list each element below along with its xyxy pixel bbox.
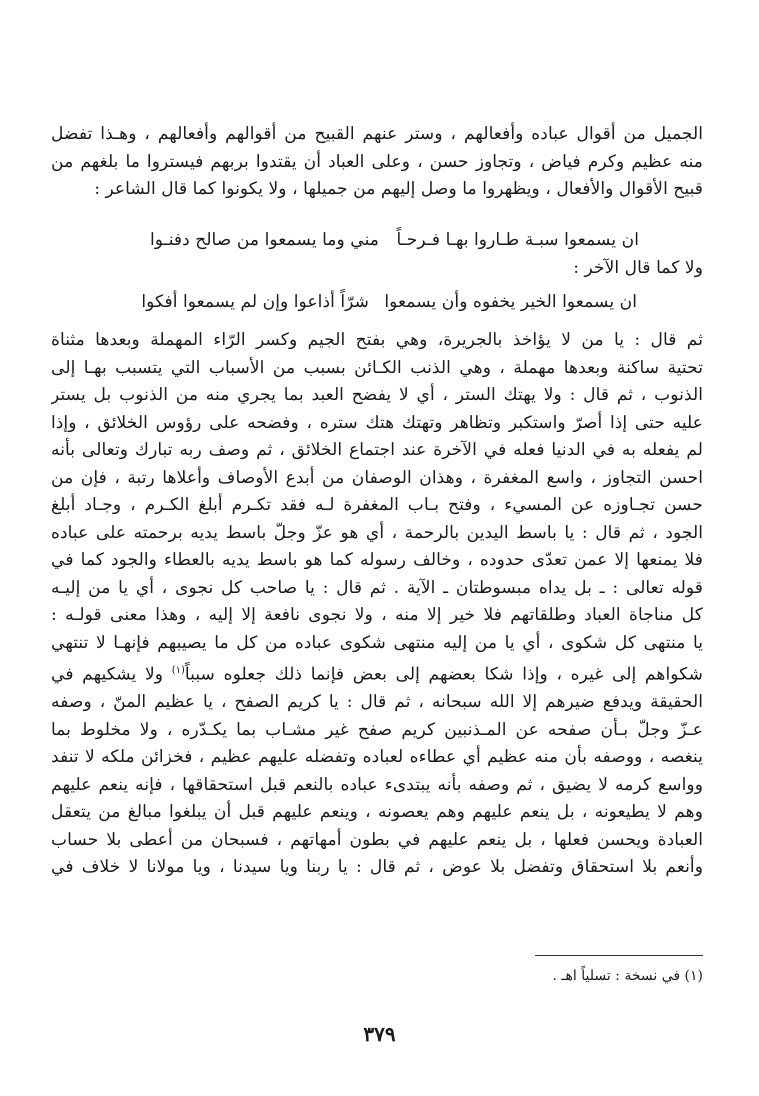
verse2-intro: ولا كما قال الآخر :: [573, 258, 703, 278]
text-line: الجميل من أقوال عباده وأفعالهم ، وستر عنهم القبيح من أقوالهم وأفعالهم ، وهـذا تفضل: [51, 124, 703, 144]
main-paragraph: [51, 327, 703, 882]
text-line: احسن التجاوز ، واسع المغفرة ، وهذان الوصفان من أبدع الأوصاف وأعلاها رتبة ، فإن من: [51, 467, 703, 488]
text-line: العبادة ويحسن فعلها ، بل ينعم عليهم في بطون أمهاتهم ، فسبحان من أعطى بلا حساب: [51, 829, 703, 850]
text-line: منه عظيم وكرم فياض ، وتجاوز حسن ، وعلى العباد أن يقتدوا بربهم فيستروا ما بلغهم من: [51, 151, 703, 172]
page-number: ٣٧٩: [363, 1022, 396, 1046]
text-line: حسن تجـاوزه عن المسيء ، وفتح بـاب المغفرة لـه فقد تكـرم أبلغ الكـرم ، وجـاد أبلغ: [51, 495, 703, 515]
text-line: الحقيقة ويدفع ضيرهم إلا الله سبحانه ، ثم قال : يا كريم الصفح ، يا عظيم المنّ ، وصفه: [51, 692, 703, 713]
text-line: ثم قال : يا من لا يؤاخذ بالجريرة، وهي بفتح الجيم وكسر الرّاء المهملة وبعدها مثناة: [51, 330, 703, 350]
footnote: (١) في نسخة : تسلياً اهـ .: [552, 968, 703, 984]
verse2-first-hemistich: ان يسمعوا الخير يخفوه وأن يسمعوا: [384, 292, 637, 312]
text-line: ينغصه ، ووصفه بأن منه عظيم أي عطاءه لعباده وتفضله عليهم عظيم ، فخزائن ملكه لا تنفد: [51, 747, 703, 768]
text-line: قوله تعالى : ـ بل يداه مبسوطتان ـ الآية . ثم قال : يا صاحب كل نجوى ، أي يا من إليـه: [51, 577, 703, 598]
text-line: الذنوب ، ثم قال : ولا يهتك الستر ، أي لا يفضح العبد بما يجري منه من الذنوب بل يستر: [51, 385, 703, 405]
text-line: وواسع كرمه لا يضيق ، ثم وصفه بأنه يبتدىء عباده بالنعم قبل استحقاقها ، فإنه ينعم عليهم: [51, 774, 703, 795]
text-line: كل مناجاة العباد وطلقاتهم فلا خير إلا منه ، ولا نجوى نافعة إلا إليه ، وهذا معنى قولـه :: [51, 605, 703, 625]
verse1-first-hemistich: ان يسمعوا سبـة طـاروا بهـا فـرحـاً: [396, 230, 639, 250]
text-line: لم يفعله به في الدنيا فعله في الآخرة عند اجتماع الخلائق ، ثم وصف ربه تبارك وتعالى بأنه: [51, 440, 703, 460]
text-line: وأنعم بلا استحقاق وتفضل بلا عوض ، ثم قال : يا ربنا ويا سيدنا ، ويا مولانا لا خلاف في: [51, 857, 703, 878]
text-line: عليه حتى إذا أصرّ واستكبر وتظاهر وتهتك هتك ستره ، وفضحه على رؤوس الخلائق ، وإذا: [51, 412, 703, 433]
text-line: قبيح الأقوال والأفعال ، ويظهروا ما وصل إليهم من جميلها ، ولا يكونوا كما قال الشاعر :: [94, 179, 703, 199]
verse2-second-hemistich: شرّاً أذاعوا وإن لم يسمعوا أفكوا: [141, 292, 369, 312]
top-paragraph: [51, 121, 703, 204]
footnote-reference: (١): [171, 665, 185, 676]
text-line: فلا يمنعها إلا عمن تعدّى حدوده ، وخالف رسوله كما هو باسط يديه بالعطاء والجود كما في: [51, 550, 703, 570]
footnote-divider: [535, 955, 703, 956]
verse1-second-hemistich: مني وما يسمعوا من صالح دفنـوا: [150, 230, 379, 250]
text-line: عـزّ وجلّ بـأن صفحه عن المـذنبين كريم صفح غير مشـاب بما يكـدّره ، ولا مخلوط بما: [51, 719, 703, 740]
text-line: شكواهم إلى غيره ، وإذا شكا بعضهم إلى بعض فإنما ذلك جعلوه سبباً$^{(١)}$ ولا يشكيهم في: [51, 664, 703, 685]
text-line: وهم لا يطيعونه ، بل ينعم عليهم وهم يعصونه ، وينعم عليهم قبل أن يبلغوا مبالغ من يتعقل: [51, 802, 703, 823]
text-line: تحتية ساكنة وبعدها مهملة ، وهي الذنب الكـائن بسبب من الأسباب التي يتسبب بهـا إلى: [51, 357, 703, 378]
text-line: الجود ، ثم قال : يا باسط اليدين بالرحمة ، أي هو عزّ وجلّ باسط يديه برحمته على عباده: [51, 522, 703, 543]
text-line: يا منتهى كل شكوى ، أي يا من إليه منتهى شكوى عباده من كل ما يصيبهم فإنهـا لا تنتهي: [51, 632, 703, 653]
